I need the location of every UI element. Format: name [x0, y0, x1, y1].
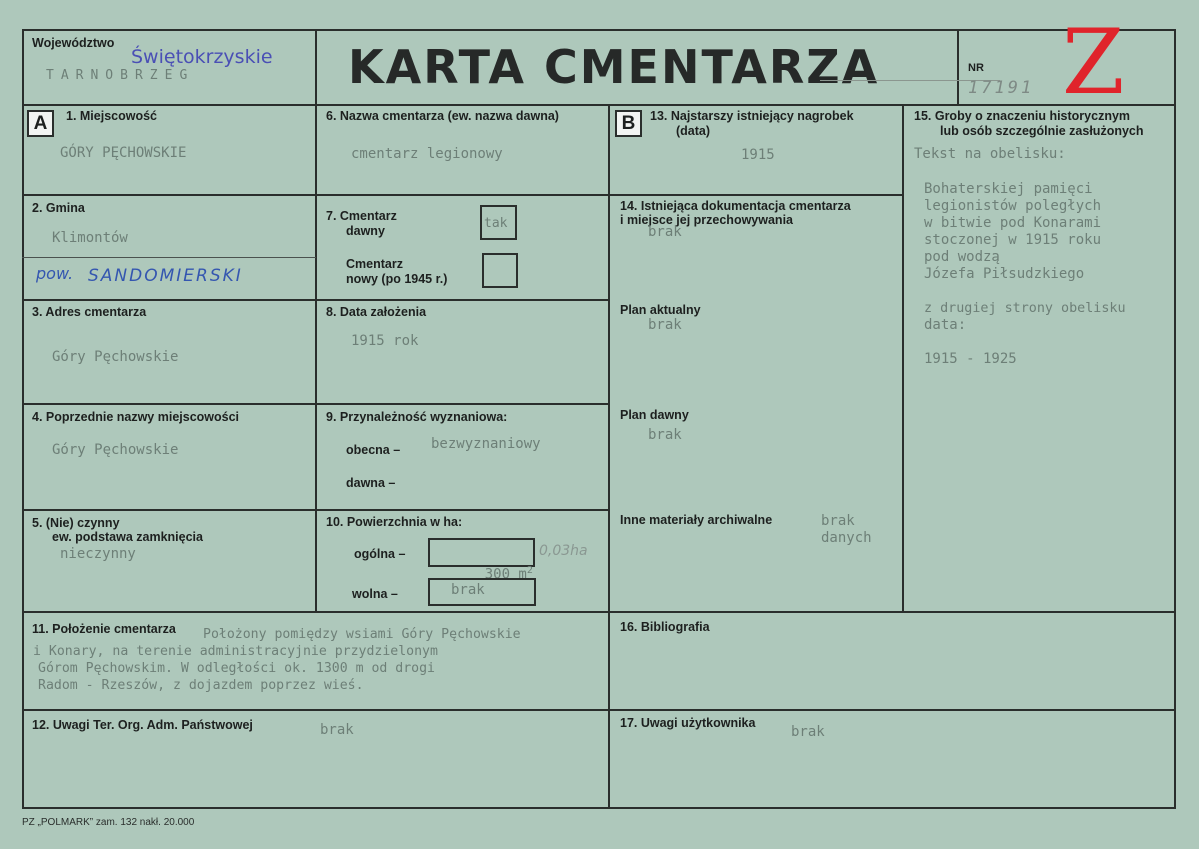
archive-value-2: danych	[821, 530, 872, 546]
field-14-sublabel: i miejsce jej przechowywania	[620, 213, 793, 227]
field-5-sublabel: ew. podstawa zamknięcia	[52, 530, 203, 544]
field-5-label: 5. (Nie) czynny	[32, 516, 120, 530]
location-line-4: Radom - Rzeszów, z dojazdem poprzez wieś.	[38, 678, 364, 693]
field-17-value: brak	[791, 724, 825, 740]
row-line-gmina-sub	[22, 257, 316, 258]
faith-current-value: bezwyznaniowy	[431, 436, 541, 452]
row-line-a2	[22, 299, 316, 301]
field-2-value: Klimontów	[52, 230, 128, 246]
obelisk-line-4: stoczonej w 1915 roku	[924, 232, 1102, 248]
area-free-value: brak	[451, 582, 485, 598]
field-4-label: 4. Poprzednie nazwy miejscowości	[32, 410, 240, 424]
row-line-bottom-2	[22, 709, 1176, 711]
faith-current-label: obecna –	[346, 443, 401, 457]
field-17-label: 17. Uwagi użytkownika	[620, 716, 756, 730]
field-2-label: 2. Gmina	[32, 201, 85, 215]
field-8-label: 8. Data założenia	[326, 305, 427, 319]
field-5-value: nieczynny	[60, 546, 136, 562]
grid-col-2	[608, 105, 610, 809]
voivodeship-label: Województwo	[32, 36, 115, 50]
field-11-label: 11. Położenie cmentarza	[32, 622, 176, 636]
section-b-marker: B	[615, 110, 642, 137]
row-line-c1	[608, 194, 903, 196]
obelisk-other-side: z drugiej strony obelisku	[924, 301, 1126, 316]
field-7-sublabel: dawny	[346, 224, 385, 238]
plan-current-label: Plan aktualny	[620, 303, 701, 317]
new-cemetery-checkbox	[482, 253, 518, 288]
section-a-marker: A	[27, 110, 54, 137]
field-12-label: 12. Uwagi Ter. Org. Adm. Państwowej	[32, 718, 253, 732]
card-title: KARTA CMENTARZA	[348, 40, 880, 94]
obelisk-line-6: Józefa Piłsudzkiego	[924, 266, 1085, 282]
new-cemetery-label: Cmentarz	[346, 257, 403, 271]
row-line-b3	[315, 403, 609, 405]
obelisk-line-3: w bitwie pod Konarami	[924, 215, 1102, 231]
field-13-value: 1915	[741, 147, 775, 163]
obelisk-date-label: data:	[924, 317, 967, 333]
field-3-label: 3. Adres cmentarza	[32, 305, 147, 319]
field-13-label: 13. Najstarszy istniejący nagrobek	[650, 109, 854, 123]
field-3-value: Góry Pęchowskie	[52, 349, 179, 365]
field-12-value: brak	[320, 722, 354, 738]
grid-col-1	[315, 105, 317, 612]
field-16-label: 16. Bibliografia	[620, 620, 710, 634]
archive-value-1: brak	[821, 513, 855, 529]
field-15-label: 15. Groby o znaczeniu historycznym	[914, 109, 1131, 123]
category-letter-z: Z	[1062, 10, 1125, 115]
row-line-bottom-1	[22, 611, 1176, 613]
row-line-b1	[315, 194, 609, 196]
field-1-value: GÓRY PĘCHOWSKIE	[60, 145, 187, 161]
header-divider-left	[315, 29, 317, 105]
obelisk-dates: 1915 - 1925	[924, 351, 1017, 367]
grid-col-3	[902, 105, 904, 612]
plan-old-value: brak	[648, 427, 682, 443]
obelisk-line-2: legionistów poległych	[924, 198, 1102, 214]
area-total-number: 300 m	[484, 566, 527, 583]
obelisk-line-1: Bohaterskiej pamięci	[924, 181, 1093, 197]
powiat-value: SANDOMIERSKI	[88, 266, 243, 286]
row-line-a4	[22, 509, 316, 511]
area-free-label: wolna –	[352, 587, 398, 601]
row-line-b2	[315, 299, 609, 301]
old-cemetery-value: tak	[484, 216, 508, 231]
area-total-label: ogólna –	[354, 547, 406, 561]
field-6-label: 6. Nazwa cmentarza (ew. nazwa dawna)	[326, 109, 559, 123]
voivodeship-typed: TARNOBRZEG	[46, 68, 195, 83]
field-8-value: 1915 rok	[351, 333, 419, 349]
header-bottom-line	[22, 104, 1176, 106]
new-cemetery-sublabel: nowy (po 1945 r.)	[346, 272, 448, 286]
field-9-label: 9. Przynależność wyznaniowa:	[326, 410, 508, 424]
area-total-handwritten: 0,03ha	[539, 543, 588, 559]
voivodeship-stamp: Świętokrzyskie	[131, 46, 273, 68]
row-line-a1	[22, 194, 316, 196]
powiat-prefix: pow.	[36, 264, 74, 283]
obelisk-line-5: pod wodzą	[924, 249, 1000, 265]
location-line-2: i Konary, na terenie administracyjnie przydzielonym	[33, 644, 438, 659]
field-13-sublabel: (data)	[676, 124, 711, 138]
field-14-label: 14. Istniejąca dokumentacja cmentarza	[620, 199, 851, 213]
plan-current-value: brak	[648, 317, 682, 333]
location-line-1: Położony pomiędzy wsiami Góry Pęchowskie	[203, 627, 521, 642]
field-6-value: cmentarz legionowy	[351, 146, 503, 162]
location-line-3: Górom Pęchowskim. W odległości ok. 1300 m od drogi	[38, 661, 435, 676]
nr-label: NR	[968, 62, 984, 74]
row-line-a3	[22, 403, 316, 405]
field-10-label: 10. Powierzchnia w ha:	[326, 515, 463, 529]
area-total-unit-sup: 2	[526, 565, 533, 576]
row-line-b4	[315, 509, 609, 511]
archive-label: Inne materiały archiwalne	[620, 513, 773, 527]
field-15-sublabel: lub osób szczególnie zasłużonych	[940, 124, 1144, 138]
obelisk-intro: Tekst na obelisku:	[914, 146, 1066, 162]
field-4-value: Góry Pęchowskie	[52, 442, 179, 458]
printer-imprint: PZ „POLMARK” zam. 132 nakł. 20.000	[22, 817, 195, 828]
header-divider-right	[957, 29, 959, 105]
faith-former-label: dawna –	[346, 476, 396, 490]
field-7-label: 7. Cmentarz	[326, 209, 397, 223]
plan-old-label: Plan dawny	[620, 408, 689, 422]
nr-value: 17191	[968, 78, 1035, 98]
field-1-label: 1. Miejscowość	[66, 109, 158, 123]
field-14-value: brak	[648, 224, 682, 240]
